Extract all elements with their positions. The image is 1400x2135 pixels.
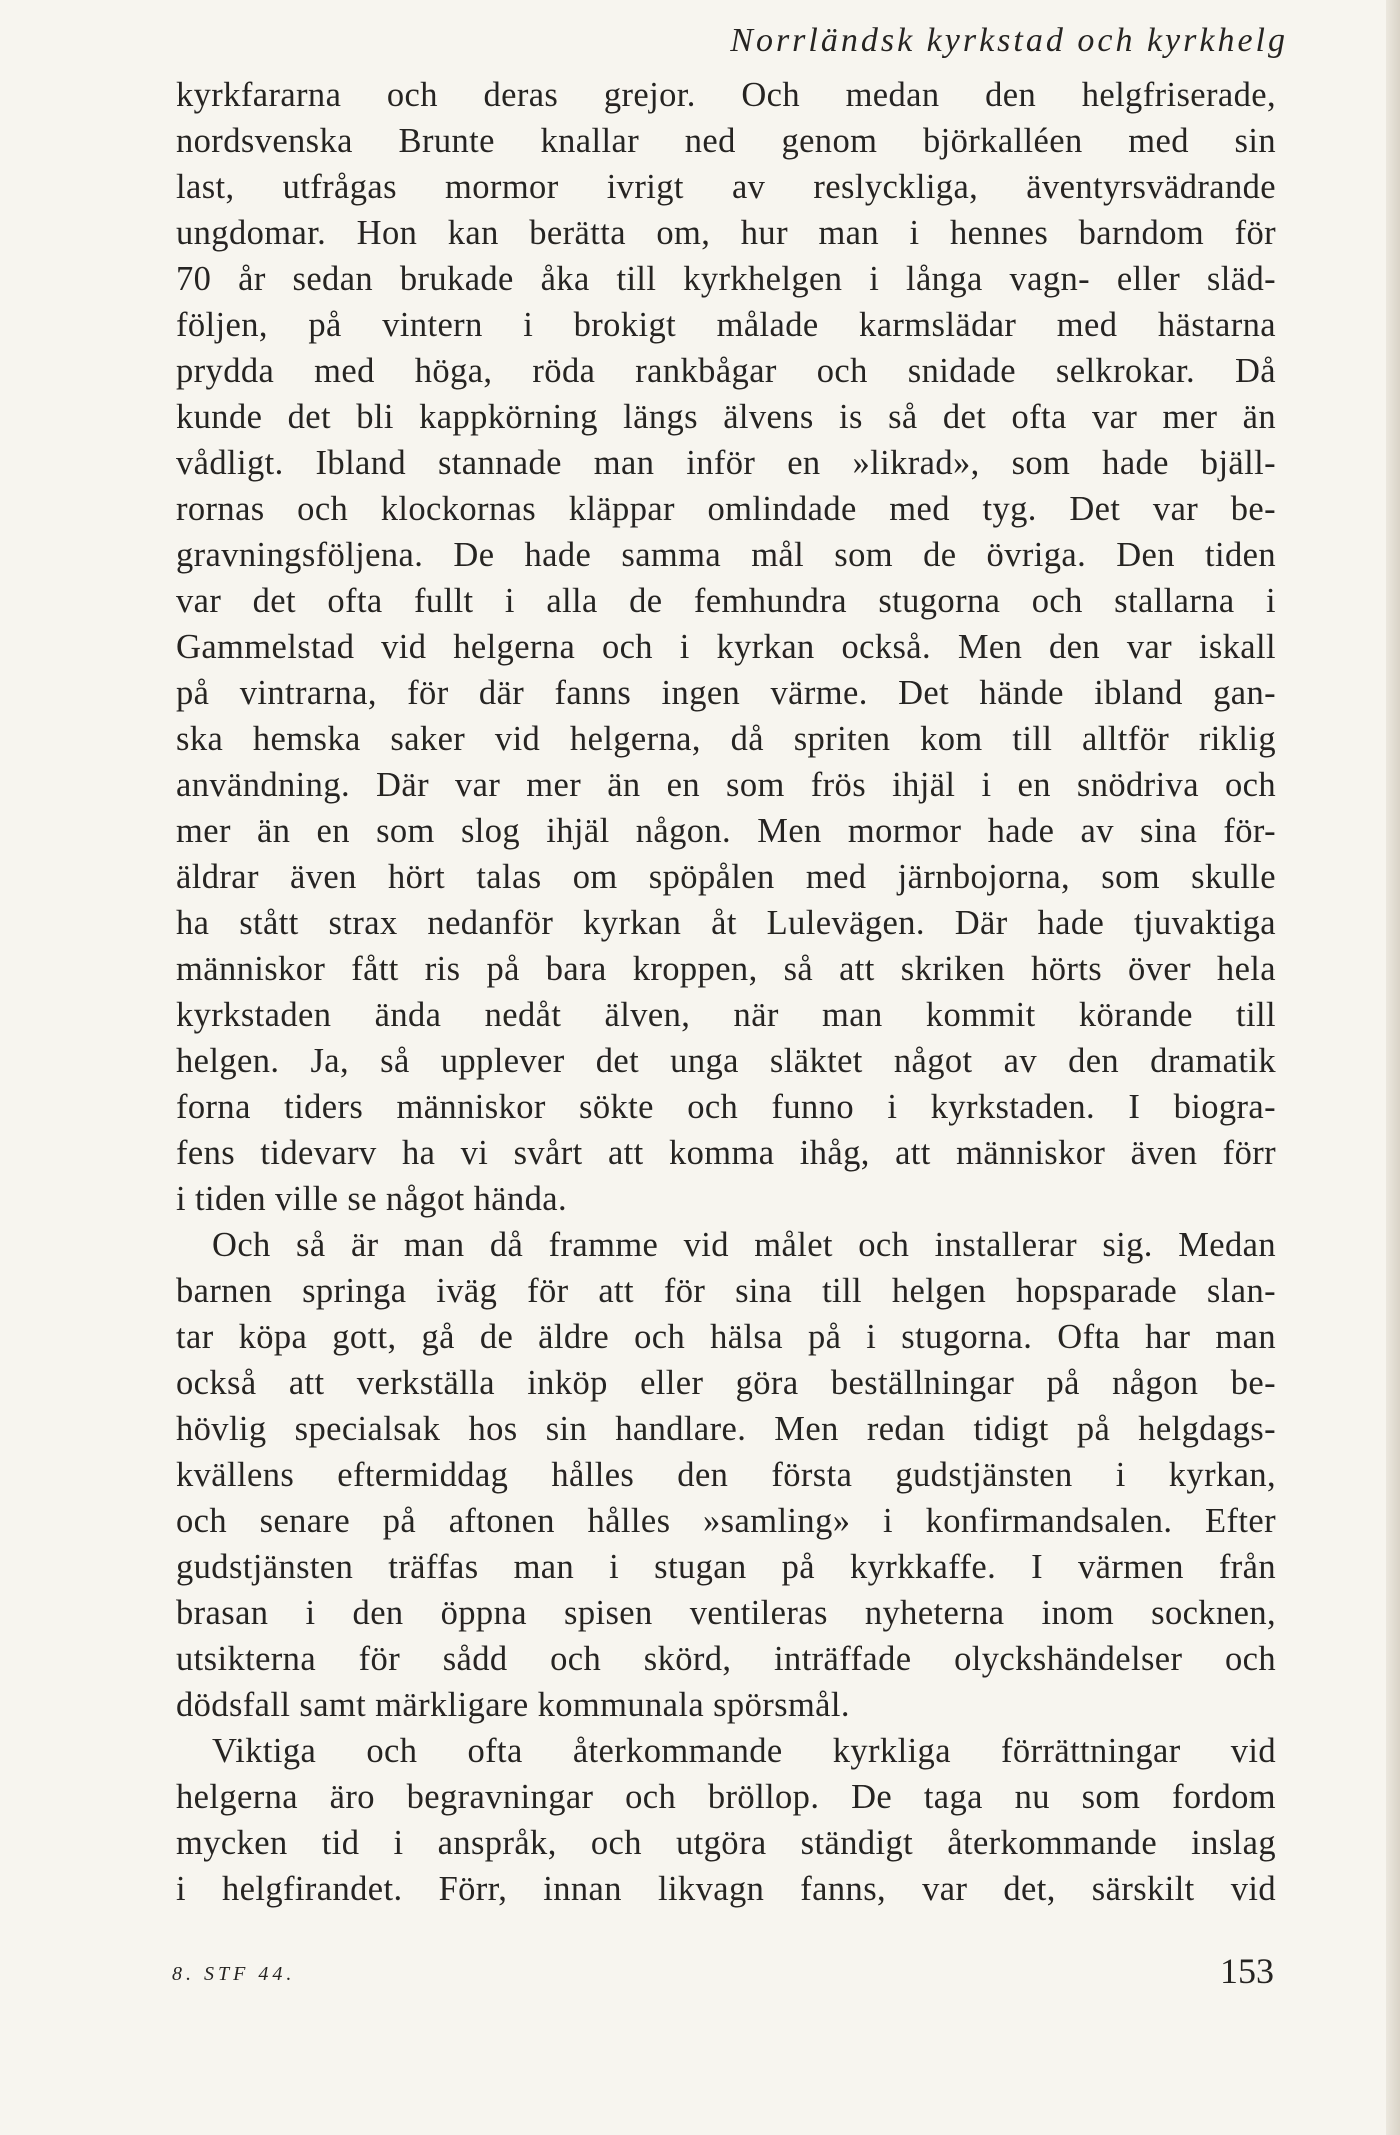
- text-line: nordsvenska Brunte knallar ned genom björkalléen med sin: [176, 122, 1276, 160]
- text-line: forna tiders människor sökte och funno i kyrkstaden. I biogra-: [176, 1088, 1276, 1126]
- text-line: gravningsföljena. De hade samma mål som de övriga. Den tiden: [176, 536, 1276, 574]
- text-line: vådligt. Ibland stannade man inför en »likrad», som hade bjäll-: [176, 444, 1276, 482]
- text-line: också att verkställa inköp eller göra beställningar på någon be-: [176, 1364, 1276, 1402]
- text-line: rornas och klockornas kläppar omlindade med tyg. Det var be-: [176, 490, 1276, 528]
- text-line: fens tidevarv ha vi svårt att komma ihåg, att människor även förr: [176, 1134, 1276, 1172]
- text-line: gudstjänsten träffas man i stugan på kyrkkaffe. I värmen från: [176, 1548, 1276, 1586]
- text-line: ha stått strax nedanför kyrkan åt Lulevägen. Där hade tjuvaktiga: [176, 904, 1276, 942]
- text-line: användning. Där var mer än en som frös ihjäl i en snödriva och: [176, 766, 1276, 804]
- text-line: mycken tid i anspråk, och utgöra ständigt återkommande inslag: [176, 1824, 1276, 1862]
- text-line: och senare på aftonen hålles »samling» i konfirmandsalen. Efter: [176, 1502, 1276, 1540]
- text-line: prydda med höga, röda rankbågar och snidade selkrokar. Då: [176, 352, 1276, 390]
- paragraph: [176, 72, 1276, 1222]
- text-line: äldrar även hört talas om spöpålen med järnbojorna, som skulle: [176, 858, 1276, 896]
- text-line: hövlig specialsak hos sin handlare. Men redan tidigt på helgdags-: [176, 1410, 1276, 1448]
- text-line: last, utfrågas mormor ivrigt av reslyckliga, äventyrsvädrande: [176, 168, 1276, 206]
- text-line: var det ofta fullt i alla de femhundra stugorna och stallarna i: [176, 582, 1276, 620]
- text-line: ungdomar. Hon kan berätta om, hur man i hennes barndom för: [176, 214, 1276, 252]
- text-line: dödsfall samt märkligare kommunala spörsmål.: [176, 1686, 850, 1724]
- text-line: kyrkstaden ända nedåt älven, när man kommit körande till: [176, 996, 1276, 1034]
- text-line: brasan i den öppna spisen ventileras nyheterna inom socknen,: [176, 1594, 1276, 1632]
- text-line: helgen. Ja, så upplever det unga släktet något av den dramatik: [176, 1042, 1276, 1080]
- text-line: följen, på vintern i brokigt målade karmslädar med hästarna: [176, 306, 1276, 344]
- paragraph: [176, 1222, 1276, 1728]
- page-number: 153: [1220, 1951, 1274, 1991]
- text-line: Viktiga och ofta återkommande kyrkliga förrättningar vid: [212, 1732, 1276, 1770]
- text-line: 70 år sedan brukade åka till kyrkhelgen i långa vagn- eller släd-: [176, 260, 1276, 298]
- text-line: i tiden ville se något hända.: [176, 1180, 567, 1218]
- text-line: Gammelstad vid helgerna och i kyrkan också. Men den var iskall: [176, 628, 1276, 666]
- text-line: tar köpa gott, gå de äldre och hälsa på i stugorna. Ofta har man: [176, 1318, 1276, 1356]
- paragraph: [176, 1728, 1276, 1912]
- text-line: på vintrarna, för där fanns ingen värme. Det hände ibland gan-: [176, 674, 1276, 712]
- text-line: kunde det bli kappkörning längs älvens is så det ofta var mer än: [176, 398, 1276, 436]
- text-line: mer än en som slog ihjäl någon. Men mormor hade av sina för-: [176, 812, 1276, 850]
- text-line: i helgfirandet. Förr, innan likvagn fanns, var det, särskilt vid: [176, 1870, 1276, 1908]
- text-line: människor fått ris på bara kroppen, så att skriken hörts över hela: [176, 950, 1276, 988]
- body-text: [176, 72, 1276, 1912]
- text-line: kvällens eftermiddag hålles den första gudstjänsten i kyrkan,: [176, 1456, 1276, 1494]
- page-edge-shadow: [1386, 0, 1400, 2135]
- text-line: helgerna äro begravningar och bröllop. De taga nu som fordom: [176, 1778, 1276, 1816]
- text-line: utsikterna för sådd och skörd, inträffade olyckshändelser och: [176, 1640, 1276, 1678]
- text-line: Och så är man då framme vid målet och installerar sig. Medan: [212, 1226, 1276, 1264]
- printer-signature: 8. STF 44.: [172, 1963, 296, 1985]
- text-line: ska hemska saker vid helgerna, då spriten kom till alltför riklig: [176, 720, 1276, 758]
- text-line: kyrkfararna och deras grejor. Och medan den helgfriserade,: [176, 76, 1276, 114]
- running-head: Norrländsk kyrkstad och kyrkhelg: [730, 22, 1288, 59]
- text-line: barnen springa iväg för att för sina till helgen hopsparade slan-: [176, 1272, 1276, 1310]
